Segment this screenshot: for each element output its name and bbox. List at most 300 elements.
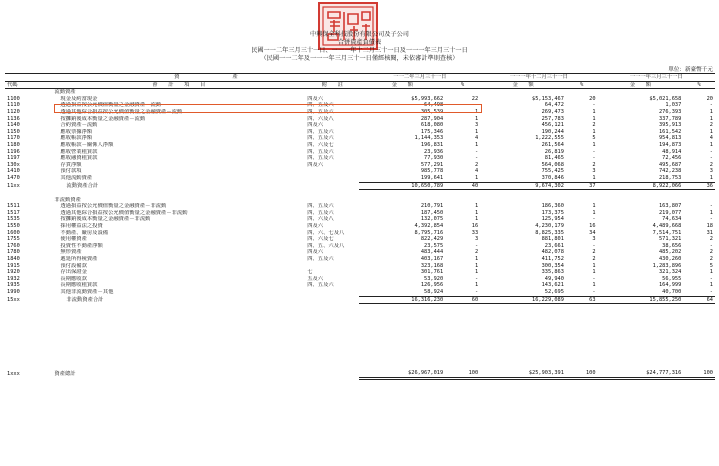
pct-2022q4: 2 <box>592 249 596 256</box>
amount-2023q1: 287,904 <box>420 115 444 122</box>
amount-header-3: 金 額 <box>598 81 684 89</box>
account-name: 透過其他綜合損益按公允價值衡量之金融資產－流動 <box>60 108 183 115</box>
amount-2023q1: 577,291 <box>420 161 444 168</box>
pct-2022q1: 1 <box>683 175 715 182</box>
note-ref: 四及六 <box>307 249 324 256</box>
pct-2022q1: 64 <box>683 296 715 304</box>
amount-2023q1: 77,930 <box>424 155 444 162</box>
account-code: 1990 <box>7 289 20 296</box>
pct-2022q1: - <box>709 216 713 223</box>
note-ref: 四、五及六 <box>307 282 334 289</box>
statement-dates: 民國一一二年三月三十一日、一一一年十二月三十一日及一一一年三月三十一日 <box>251 47 468 54</box>
amount-2022q4: 564,068 <box>541 161 564 168</box>
note-ref: 四及六 <box>307 122 324 129</box>
pct-2023q1: 1 <box>474 262 479 269</box>
pct-2023q1: 33 <box>471 229 479 236</box>
amount-2022q4: 173,375 <box>541 209 564 216</box>
pct-2022q1: 18 <box>706 223 713 230</box>
amount-2022q1: 15,855,250 <box>598 296 684 304</box>
account-name: 透過損益按公允價值衡量之金融資產－流動 <box>60 102 162 109</box>
table-row <box>5 168 715 175</box>
table-row <box>5 223 715 230</box>
pct-2022q1: 2 <box>709 249 713 256</box>
account-name: 使用權資產 <box>60 236 87 243</box>
amount-2022q4: 9,674,302 <box>480 182 566 190</box>
account-name: 其他非流動資產－其他 <box>60 289 114 296</box>
account-code: 1410 <box>7 168 20 175</box>
section-label: 非流動資產 <box>54 196 81 203</box>
amount-2023q1: 64,498 <box>424 102 444 109</box>
amount-2022q4: 143,621 <box>541 282 564 289</box>
note-ref <box>305 289 359 296</box>
code-header: 代碼 <box>5 81 52 89</box>
amount-2022q1: 430,260 <box>658 256 682 263</box>
pct-2023q1: 1 <box>445 175 480 182</box>
note-ref: 四、六、七及八 <box>307 229 345 236</box>
amount-2022q4: 261,564 <box>541 141 564 148</box>
amount-2022q1: 38,656 <box>662 242 682 249</box>
highlight-box <box>54 104 482 113</box>
pct-2023q1: 1 <box>474 203 479 210</box>
account-code: 1511 <box>7 203 20 210</box>
account-code: 1170 <box>7 135 20 142</box>
account-name: 遞延所得稅資產 <box>60 256 98 263</box>
account-name: 預付款項 <box>60 168 82 175</box>
amount-2023q1: 483,444 <box>420 249 444 256</box>
header-row-2 <box>5 81 715 89</box>
account-code: 1535 <box>7 216 20 223</box>
pct-2022q4: 100 <box>566 370 598 378</box>
amount-2023q1: 23,575 <box>424 242 444 249</box>
table-row <box>5 230 715 237</box>
table-row <box>5 135 715 142</box>
period2-header: 一一一年十二月三十一日 <box>480 74 597 82</box>
table-row <box>5 142 715 149</box>
amount-2022q4: 190,244 <box>541 128 564 135</box>
account-name: 透過損益按公允價值衡量之金融資產－非流動 <box>60 203 167 210</box>
amount-2023q1: 822,429 <box>420 236 444 243</box>
pct-2023q1: - <box>445 289 480 296</box>
pct-2022q4: 2 <box>592 256 596 263</box>
amount-2022q4: 300,354 <box>541 262 564 269</box>
account-name: 應收票據淨額 <box>60 128 93 135</box>
pct-2022q1: 3 <box>709 168 713 175</box>
note-ref <box>305 263 359 270</box>
pct-2022q1: 36 <box>683 182 715 190</box>
pct-2022q4: 1 <box>592 128 596 135</box>
amount-2023q1: 210,791 <box>420 203 444 210</box>
pct-2022q4: 1 <box>592 269 596 276</box>
account-name: 非流動資產合計 <box>66 296 104 303</box>
table-row <box>5 243 715 250</box>
account-code: 1600 <box>7 229 20 236</box>
amount-2022q1: 7,514,751 <box>652 229 682 236</box>
note-ref: 四及六 <box>307 95 324 102</box>
pct-2023q1: 3 <box>474 236 479 243</box>
table-row <box>5 256 715 263</box>
account-code: 1110 <box>7 102 20 109</box>
account-code: 1xxx <box>7 370 20 377</box>
pct-2022q1: - <box>709 203 713 210</box>
amount-2022q1: 164,999 <box>658 282 682 289</box>
amount-2022q4: 49,940 <box>544 275 564 282</box>
table-row <box>5 249 715 256</box>
amount-2022q1: 218,753 <box>598 175 684 182</box>
pct-2023q1: 1 <box>474 209 479 216</box>
pct-2023q1: 1 <box>474 269 479 276</box>
pct-2022q1: 4 <box>709 135 713 142</box>
account-code: 11xx <box>7 182 20 189</box>
pct-2022q1: 1 <box>709 209 713 216</box>
review-note: （民國一一二年及一一一年三月三十一日僅經核閱，未依審計準則查核） <box>260 55 459 62</box>
pct-2022q4: 2 <box>592 122 596 129</box>
account-name: 應收融資租賃款 <box>60 155 98 162</box>
table-row <box>5 175 715 182</box>
pct-2022q4: 1 <box>592 108 596 115</box>
amount-2022q1: 40,700 <box>598 289 684 296</box>
amount-2022q1: 742,238 <box>658 168 682 175</box>
account-code: 1760 <box>7 242 20 249</box>
table-row <box>5 129 715 136</box>
account-name: 長期應收租賃款 <box>60 282 98 289</box>
amount-2023q1: 323,168 <box>420 262 444 269</box>
pct-2022q1: - <box>709 155 713 162</box>
pct-2023q1: - <box>474 102 479 109</box>
account-name: 應收營業租賃款 <box>60 148 98 155</box>
amount-2023q1: 301,761 <box>420 269 444 276</box>
table-row <box>5 162 715 169</box>
note-ref: 四、五及六 <box>307 256 334 263</box>
account-name: 透過其他綜合損益按公允價值衡量之金融資產－非流動 <box>60 209 188 216</box>
amount-2022q4: 81,465 <box>544 155 564 162</box>
amount-2022q1: 321,324 <box>658 269 682 276</box>
account-code: 1140 <box>7 122 20 129</box>
note-ref <box>305 370 359 378</box>
note-ref: 四、五及六 <box>307 209 334 216</box>
account-name: 現金及約當現金 <box>60 95 98 102</box>
pct-2022q4: - <box>566 289 598 296</box>
pct-2022q4: 1 <box>566 175 598 182</box>
amount-2022q4: 52,695 <box>480 289 566 296</box>
amount-2022q4: 335,863 <box>541 269 564 276</box>
amount-2022q1: 163,807 <box>658 203 682 210</box>
account-name: 長期應收款 <box>60 275 87 282</box>
note-ref: 四、五及六 <box>307 135 334 142</box>
account-code: 1920 <box>7 269 20 276</box>
pct-2023q1: 1 <box>474 108 479 115</box>
account-code: 1136 <box>7 115 20 122</box>
amount-2022q1: 8,922,066 <box>598 182 684 190</box>
amount-2022q1: 954,813 <box>658 135 682 142</box>
amount-2022q4: 370,846 <box>480 175 566 182</box>
account-name: 採用權益法之投資 <box>60 223 103 230</box>
pct-2023q1: 1 <box>474 115 479 122</box>
amount-2022q4: 269,473 <box>541 108 564 115</box>
account-name: 合約資產－流動 <box>60 122 98 129</box>
amount-2022q4: 755,425 <box>541 168 564 175</box>
pct-2022q4: 63 <box>566 296 598 304</box>
pct-2022q4: 1 <box>592 282 596 289</box>
table-row <box>5 203 715 210</box>
note-ref: 四、六及八 <box>307 115 334 122</box>
section-label: 流動資產 <box>54 89 76 96</box>
amount-2022q4: 26,819 <box>544 148 564 155</box>
pct-2022q1: 1 <box>709 269 713 276</box>
table-row <box>5 96 715 103</box>
account-name: 存出保證金 <box>60 269 87 276</box>
account-code: 1196 <box>7 148 20 155</box>
amount-2023q1: 8,795,716 <box>414 229 444 236</box>
pct-2023q1: - <box>474 275 479 282</box>
amount-2022q4: $25,903,391 <box>480 370 566 378</box>
pct-2022q1: 1 <box>709 141 713 148</box>
account-code: 1180 <box>7 141 20 148</box>
amount-2022q1: 571,321 <box>658 236 682 243</box>
account-name: 應收帳款－關係人淨額 <box>60 141 114 148</box>
statement-title: 合併資產負債表 <box>337 39 382 46</box>
note-ref: 四、六及七 <box>307 141 334 148</box>
amount-2022q4: 64,472 <box>544 102 564 109</box>
amount-2023q1: 132,075 <box>420 216 444 223</box>
pct-2022q1: 1 <box>709 282 713 289</box>
amount-2022q4: 257,783 <box>541 115 564 122</box>
amount-2023q1: 126,956 <box>420 282 444 289</box>
account-code: 1470 <box>7 175 20 182</box>
amount-2022q4: 411,752 <box>541 256 564 263</box>
pct-2022q1: - <box>709 102 713 109</box>
pct-2022q1: 20 <box>706 95 713 102</box>
pct-2022q1: 2 <box>709 122 713 129</box>
pct-2022q4: 1 <box>592 203 596 210</box>
pct-2023q1: 2 <box>474 249 479 256</box>
header-row-1 <box>5 74 715 82</box>
grand-total-row <box>5 370 715 378</box>
note-ref: 四、五、六及八 <box>307 242 345 249</box>
table-row <box>5 122 715 129</box>
pct-2023q1: - <box>474 148 479 155</box>
pct-2023q1: 1 <box>474 256 479 263</box>
amount-header-2: 金 額 <box>480 81 566 89</box>
amount-2022q4: 456,121 <box>541 122 564 129</box>
amount-2022q1: 395,913 <box>658 122 682 129</box>
table-row <box>5 155 715 162</box>
pct-2022q4: 37 <box>566 182 598 190</box>
amount-2023q1: 58,924 <box>359 289 445 296</box>
amount-2023q1: 16,316,230 <box>359 296 445 304</box>
note-ref: 四、五及六 <box>307 102 334 109</box>
pct-2023q1: 4 <box>474 168 479 175</box>
amount-2022q1: $24,777,316 <box>598 370 684 378</box>
balance-sheet-body <box>5 89 715 379</box>
pct-header-3: % <box>683 81 715 89</box>
pct-2023q1: 1 <box>474 282 479 289</box>
note-ref: 七 <box>307 269 313 276</box>
pct-2023q1: 40 <box>445 182 480 190</box>
amount-2023q1: 403,167 <box>420 256 444 263</box>
amount-2023q1: 53,920 <box>424 275 444 282</box>
section-current <box>5 89 715 96</box>
pct-2022q1: 2 <box>709 161 713 168</box>
account-code: 1932 <box>7 275 20 282</box>
balance-sheet-table <box>5 73 715 380</box>
account-name: 存貨淨額 <box>60 161 82 168</box>
account-name: 不動產、廠房及設備 <box>60 229 109 236</box>
amount-2022q1: 1,037 <box>665 102 682 109</box>
pct-2022q1: 1 <box>709 115 713 122</box>
pct-2022q4: 1 <box>592 262 596 269</box>
amount-2023q1: 985,778 <box>420 168 444 175</box>
table-row <box>5 282 715 289</box>
amount-2023q1: 187,450 <box>420 209 444 216</box>
pct-2022q4: 2 <box>592 161 596 168</box>
amount-2022q1: 74,634 <box>662 216 682 223</box>
account-name: 投資性不動產淨額 <box>60 242 103 249</box>
amount-2022q4: 4,230,179 <box>535 223 564 230</box>
pct-2023q1: 3 <box>474 122 479 129</box>
pct-2022q1: 1 <box>709 108 713 115</box>
pct-2022q4: - <box>592 155 596 162</box>
pct-2022q1: 100 <box>683 370 715 378</box>
pct-header-1: % <box>445 81 480 89</box>
pct-2022q1: - <box>683 289 715 296</box>
pct-2022q4: - <box>592 216 596 223</box>
amount-2023q1: 199,641 <box>359 175 445 182</box>
note-ref: 四、五及六 <box>307 155 334 162</box>
account-name: 按攤銷後成本衡量之金融資產－流動 <box>60 115 146 122</box>
account-code: 1100 <box>7 95 20 102</box>
pct-2022q4: 1 <box>592 209 596 216</box>
amount-2022q1: 495,687 <box>658 161 682 168</box>
pct-2023q1: 22 <box>471 95 479 102</box>
table-row <box>5 116 715 123</box>
pct-2023q1: 4 <box>474 135 479 142</box>
section-noncurrent <box>5 197 715 204</box>
pct-2023q1: - <box>474 242 479 249</box>
pct-2022q4: - <box>592 148 596 155</box>
account-code: 1935 <box>7 282 20 289</box>
unit-label: 單位：新臺幣千元 <box>668 67 713 73</box>
period3-header: 一一一年三月三十一日 <box>598 74 715 82</box>
table-row <box>5 216 715 223</box>
account-code: 1120 <box>7 108 20 115</box>
pct-2023q1: 1 <box>474 128 479 135</box>
amount-2023q1: 175,346 <box>420 128 444 135</box>
table-row <box>5 263 715 270</box>
account-code: 130x <box>7 161 20 168</box>
pct-2022q1: 31 <box>706 229 713 236</box>
account-name: 無形資產 <box>60 249 82 256</box>
table-row <box>5 149 715 156</box>
amount-header-1: 金 額 <box>359 81 445 89</box>
pct-header-2: % <box>566 81 598 89</box>
note-ref <box>305 182 359 190</box>
amount-2023q1: 23,936 <box>424 148 444 155</box>
pct-2022q1: 1 <box>709 128 713 135</box>
pct-2022q4: 3 <box>592 168 596 175</box>
amount-2022q1: 48,914 <box>662 148 682 155</box>
note-ref <box>305 296 359 304</box>
amount-2022q4: 482,078 <box>541 249 564 256</box>
account-code: 1780 <box>7 249 20 256</box>
account-name: 流動資產合計 <box>66 182 99 189</box>
account-code: 1915 <box>7 262 20 269</box>
table-row <box>5 289 715 296</box>
table-row <box>5 276 715 283</box>
amount-2022q4: 186,360 <box>541 203 564 210</box>
pct-2022q1: - <box>709 275 713 282</box>
amount-2023q1: 4,392,854 <box>414 223 444 230</box>
pct-2022q4: 34 <box>589 229 596 236</box>
note-ref <box>305 175 359 182</box>
note-ref: 四、五及六 <box>307 108 334 115</box>
amount-2022q4: $5,153,467 <box>532 95 564 102</box>
account-code: 1517 <box>7 209 20 216</box>
asset-header: 資 產 <box>52 74 359 82</box>
amount-2023q1: 305,539 <box>420 108 444 115</box>
notes-header: 附 註 <box>305 81 359 89</box>
amount-2023q1: $26,967,019 <box>359 370 445 378</box>
pct-2022q4: 5 <box>592 135 596 142</box>
pct-2023q1: 60 <box>445 296 480 304</box>
period1-header: 一一二年三月三十一日 <box>359 74 480 82</box>
amount-2022q1: 56,955 <box>662 275 682 282</box>
amount-2022q1: 276,393 <box>658 108 682 115</box>
pct-2022q4: 1 <box>592 115 596 122</box>
note-ref: 四、五及六 <box>307 203 334 210</box>
amount-2022q1: 161,542 <box>658 128 682 135</box>
amount-2023q1: $5,993,662 <box>411 95 444 102</box>
account-code: 1150 <box>7 128 20 135</box>
note-ref: 四、五及六 <box>307 148 334 155</box>
note-ref: 四及六 <box>307 161 324 168</box>
account-name: 應收帳款淨額 <box>60 135 93 142</box>
pct-2023q1: 1 <box>474 216 479 223</box>
pct-2022q1: 2 <box>709 236 713 243</box>
pct-2023q1: 100 <box>445 370 480 378</box>
amount-2023q1: 1,144,353 <box>414 135 444 142</box>
pct-2023q1: 1 <box>474 141 479 148</box>
pct-2022q4: - <box>592 275 596 282</box>
amount-2023q1: 618,080 <box>420 122 444 129</box>
pct-2023q1: 2 <box>474 161 479 168</box>
amount-2022q4: 1,222,555 <box>535 135 564 142</box>
amount-2022q4: 125,954 <box>541 216 564 223</box>
amount-2023q1: 196,831 <box>420 141 444 148</box>
account-name: 其他流動資產 <box>60 175 93 182</box>
note-ref <box>305 168 359 175</box>
note-ref: 四、六及八 <box>307 216 334 223</box>
account-code: 1840 <box>7 256 20 263</box>
account-header: 會 計 項 目 <box>52 81 305 89</box>
pct-2022q4: - <box>592 242 596 249</box>
account-code: 1197 <box>7 155 20 162</box>
amount-2022q1: 337,789 <box>658 115 682 122</box>
pct-2022q4: - <box>592 102 596 109</box>
subtotal-row-noncurrent <box>5 296 715 304</box>
amount-2022q4: 23,661 <box>544 242 564 249</box>
table-row <box>5 269 715 276</box>
pct-2022q1: 5 <box>709 262 713 269</box>
amount-2022q1: 4,489,668 <box>652 223 682 230</box>
amount-2022q1: $5,021,658 <box>649 95 682 102</box>
pct-2022q1: 2 <box>709 256 713 263</box>
account-name: 預付設備款 <box>60 262 87 269</box>
amount-2022q4: 881,801 <box>541 236 564 243</box>
note-ref: 五及六 <box>307 275 324 282</box>
note-ref: 四、六及七 <box>307 236 334 243</box>
amount-2022q4: 8,825,335 <box>535 229 564 236</box>
pct-2022q4: 3 <box>592 236 596 243</box>
